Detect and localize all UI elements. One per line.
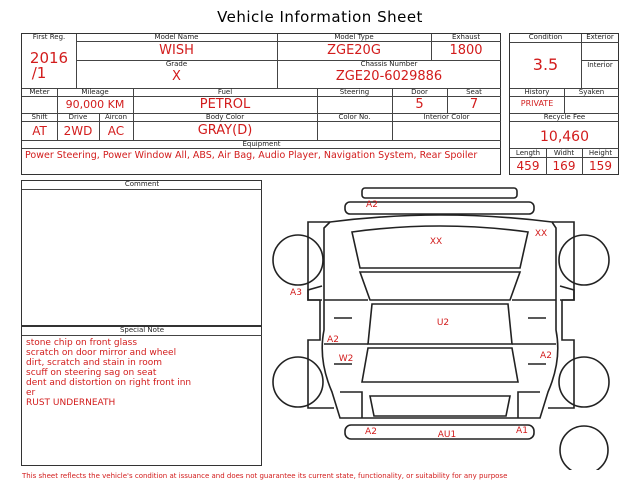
condition-label: Condition	[528, 33, 563, 41]
history-value: PRIVATE	[520, 99, 554, 108]
syaken-label: Syaken	[578, 88, 605, 96]
special-note-item: dirt, scratch and stain in room	[26, 358, 162, 368]
special-note-label: Special Note	[119, 326, 165, 334]
damage-mark-right-front: XX	[534, 229, 548, 239]
model-type-label: Model Type	[334, 33, 374, 41]
aircon-label: Aircon	[104, 113, 128, 121]
rear-window	[362, 348, 518, 382]
first-reg-month: /1	[31, 64, 47, 82]
mirror-left-icon	[308, 286, 322, 300]
height-label: Height	[588, 149, 613, 157]
model-type-value: ZGE20G	[327, 43, 381, 58]
first-reg-label: First Reg.	[32, 33, 66, 41]
car-damage-diagram	[268, 180, 632, 470]
door-value: 5	[415, 97, 424, 112]
chassis-number-value: ZGE20-6029886	[335, 69, 443, 84]
drive-label: Drive	[68, 113, 88, 121]
body-color-value: GRAY(D)	[197, 123, 253, 138]
fuel-value: PETROL	[199, 97, 251, 112]
length-value: 459	[516, 159, 540, 173]
drive-value: 2WD	[63, 124, 93, 138]
width-label: Widht	[553, 149, 575, 157]
aircon-value: AC	[107, 124, 125, 138]
length-label: Length	[515, 149, 541, 157]
first-reg-year: 2016	[29, 49, 69, 67]
windshield	[360, 272, 520, 300]
equipment-value: Power Steering, Power Window All, ABS, Air Bag, Audio Player, Navigation System, Rear Spoiler	[25, 150, 478, 161]
damage-mark-roof: XX	[429, 237, 443, 247]
comment-label: Comment	[124, 180, 160, 188]
special-note-item: RUST UNDERNEATH	[26, 398, 116, 408]
special-note-item: scuff on steering sag on seat	[26, 368, 157, 378]
damage-mark-left-rear-wheel: W2	[338, 354, 354, 364]
interior-color-label: Interior Color	[423, 113, 470, 121]
grade-label: Grade	[165, 60, 188, 68]
damage-mark-left-rear-door: A2	[327, 335, 339, 345]
shift-label: Shift	[31, 113, 48, 121]
shift-value: AT	[32, 124, 47, 138]
front-bumper	[362, 188, 517, 198]
chassis-number-label: Chassis Number	[360, 60, 418, 68]
special-note-panel	[21, 326, 262, 466]
vehicle-info-grid	[21, 33, 501, 175]
body-color-label: Body Color	[205, 113, 245, 121]
seat-value: 7	[469, 97, 479, 112]
condition-grade: 3.5	[532, 55, 559, 74]
model-name-value: WISH	[159, 43, 194, 58]
damage-mark-rear-center: AU1	[437, 430, 457, 440]
damage-mark-rear-left: A2	[365, 427, 377, 437]
hood	[352, 226, 528, 268]
color-no-label: Color No.	[338, 113, 371, 121]
damage-mark-front: A2	[366, 200, 378, 210]
wheel-front-left-icon	[273, 235, 323, 285]
width-value: 169	[552, 159, 576, 173]
model-name-label: Model Name	[154, 33, 199, 41]
door-label: Door	[411, 88, 428, 96]
comment-panel	[21, 180, 262, 326]
special-notes-list	[26, 338, 260, 408]
damage-mark-rear-right: A1	[516, 426, 528, 436]
grade-value: X	[172, 69, 181, 84]
seat-label: Seat	[466, 88, 482, 96]
exhaust-label: Exhaust	[451, 33, 481, 41]
meter-label: Meter	[29, 88, 50, 96]
disclaimer-footer: This sheet reflects the vehicle's condition at issuance and does not guarantee its current state, functionality, or suitability for any purpose	[22, 472, 508, 480]
exhaust-value: 1800	[449, 43, 483, 58]
mileage-value: 90,000 KM	[65, 98, 125, 111]
wheel-rear-left-icon	[273, 357, 323, 407]
damage-mark-center: U2	[436, 318, 450, 328]
mileage-label: Mileage	[81, 88, 109, 96]
history-label: History	[524, 88, 550, 96]
special-note-item: er	[26, 388, 36, 398]
damage-mark-left-side: A3	[290, 288, 302, 298]
wheel-front-right-icon	[559, 235, 609, 285]
damage-mark-right-rear: A2	[540, 351, 552, 361]
exterior-label: Exterior	[586, 33, 614, 41]
page-title: Vehicle Information Sheet	[217, 8, 423, 26]
equipment-label: Equipment	[242, 140, 281, 148]
recycle-fee-value: 10,460	[540, 129, 589, 145]
condition-panel	[509, 33, 619, 175]
spare-tire-icon	[560, 426, 608, 470]
height-value: 159	[589, 159, 612, 173]
recycle-fee-label: Recycle Fee	[543, 113, 586, 121]
special-note-item: dent and distortion on right front inn	[26, 378, 192, 388]
steering-label: Steering	[339, 88, 370, 96]
special-note-item: scratch on door mirror and wheel	[26, 348, 177, 358]
interior-label: Interior	[587, 61, 613, 69]
mirror-right-icon	[560, 286, 574, 300]
fuel-label: Fuel	[217, 88, 233, 96]
special-note-item: stone chip on front glass	[26, 338, 138, 348]
wheel-rear-right-icon	[559, 357, 609, 407]
